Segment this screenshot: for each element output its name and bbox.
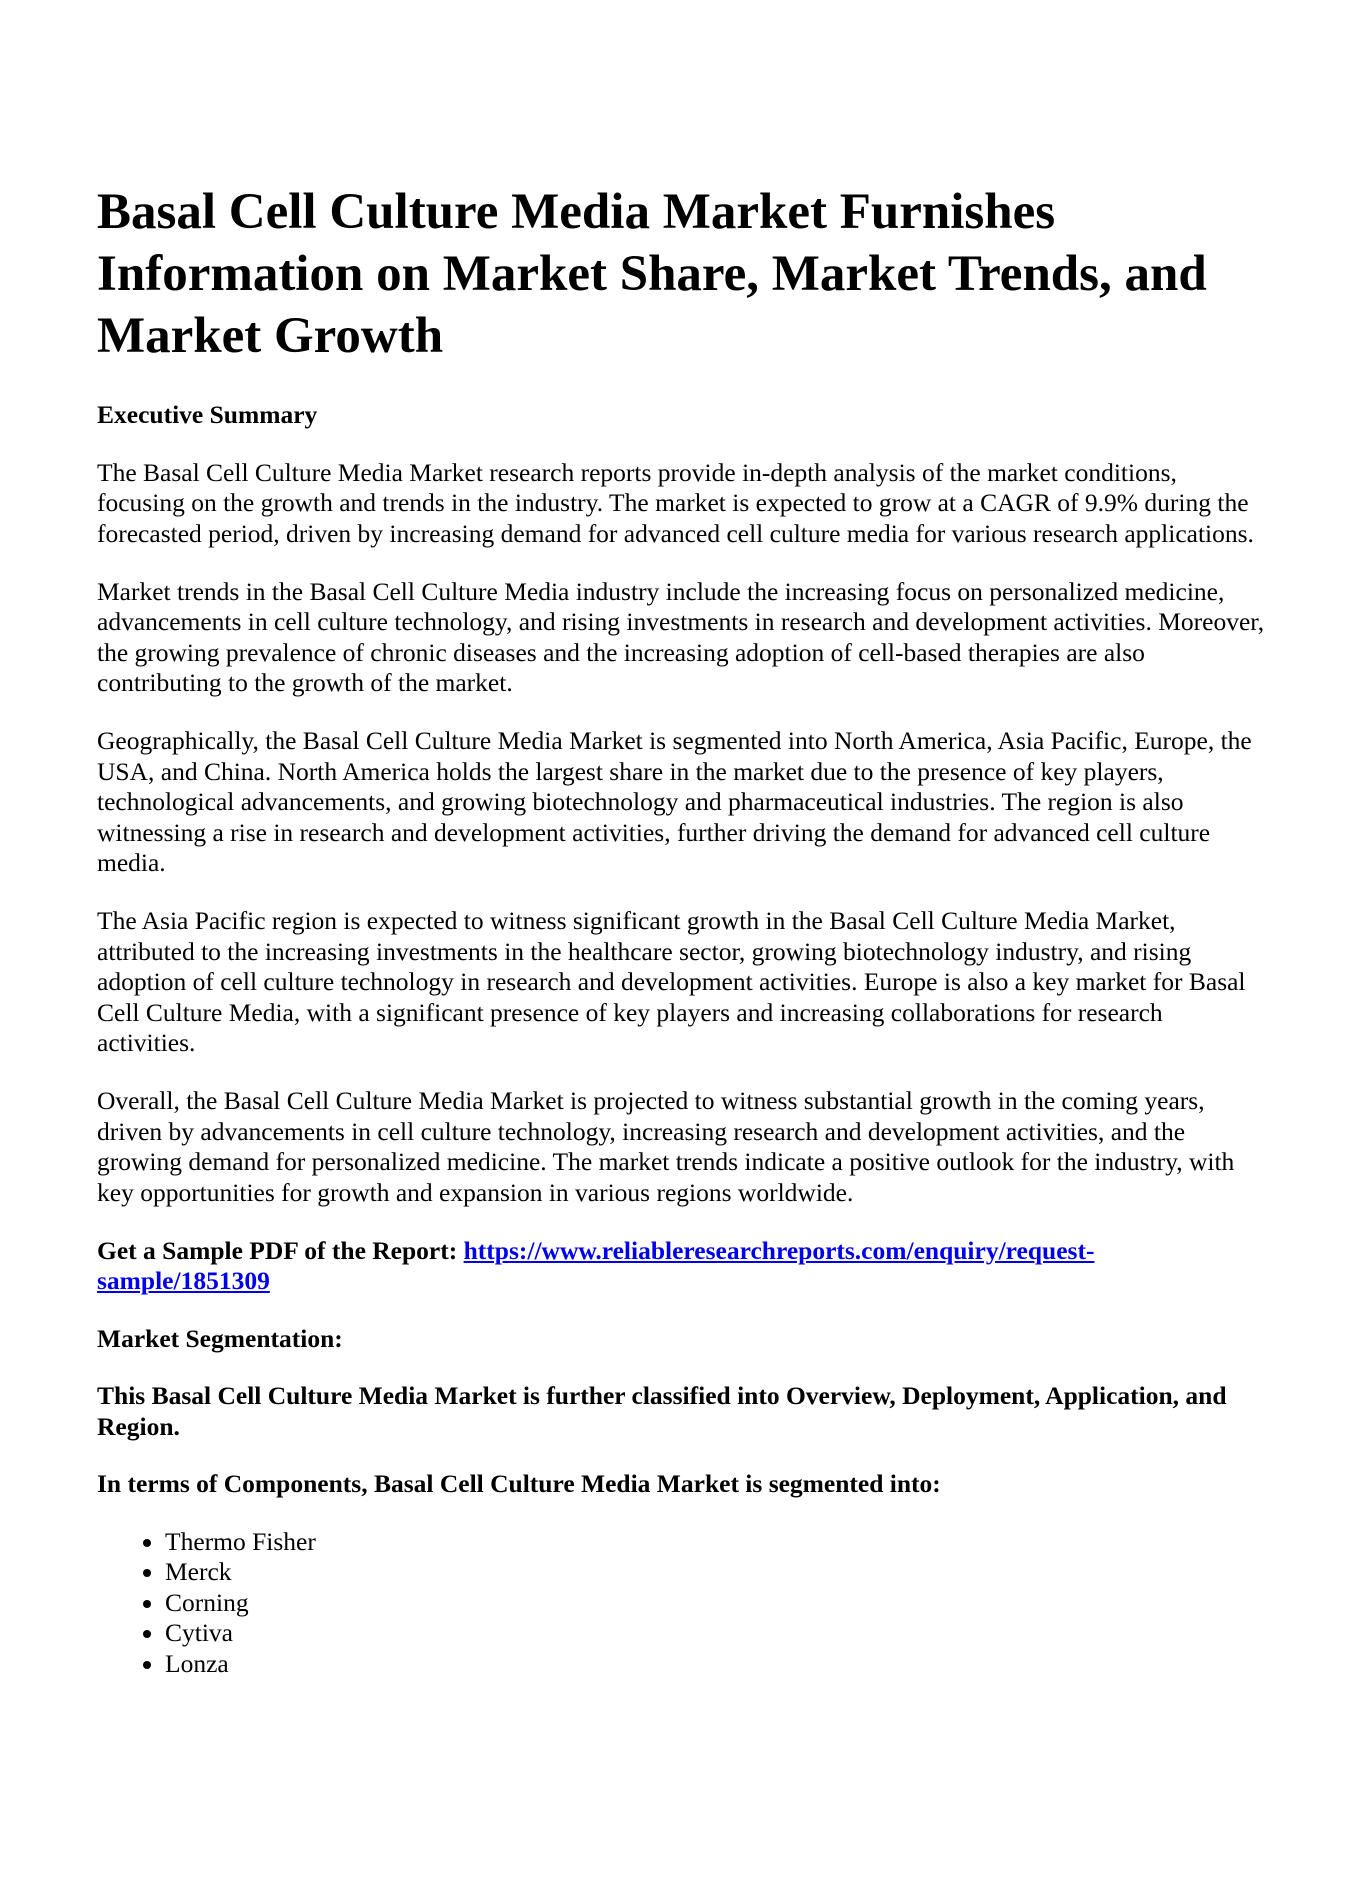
paragraph-geography: Geographically, the Basal Cell Culture Media Market is segmented into North America, Asia Pacific, Europe, the USA, and China. North America holds the largest share in the market due to the presence of key players, technological advancements, and growing biotechnology and pharmaceutical industries. The region is also witnessing a rise in research and development activities, further driving the demand for advanced cell culture media. — [97, 726, 1252, 877]
paragraph-asia-pacific: The Asia Pacific region is expected to witness significant growth in the Basal Cell Culture Media Market, attributed to the increasing investments in the healthcare sector, growing biotechnology industry, and rising adoption of cell culture technology in research and development activities. Europe is also a key market for Basal Cell Culture Media, with a significant presence of key players and increasing collaborations for research activities. — [97, 906, 1246, 1057]
list-item: • Merck — [165, 1557, 1267, 1588]
paragraph-trends: Market trends in the Basal Cell Culture Media industry include the increasing focus on personalized medicine, advancements in cell culture technology, and rising investments in research and development activities. Moreover, the growing prevalence of chronic diseases and the increasing adoption of cell-based therapies are also contributing to the growth of the market. — [97, 576, 1265, 697]
sample-pdf-line — [97, 1236, 1267, 1297]
paragraph-overall: Overall, the Basal Cell Culture Media Market is projected to witness substantial growth in the coming years, driven by advancements in cell culture technology, increasing research and development activities, and the growing demand for personalized medicine. The market trends indicate a positive outlook for the industry, with key opportunities for growth and expansion in various regions worldwide. — [97, 1086, 1235, 1207]
paragraph-intro: The Basal Cell Culture Media Market research reports provide in-depth analysis of the market conditions, focusing on the growth and trends in the industry. The market is expected to grow at a CAGR of 9.9% during the forecasted period, driven by increasing demand for advanced cell culture media for various research applications. — [97, 457, 1254, 548]
list-item: • Corning — [165, 1588, 1267, 1619]
list-item: • Cytiva — [165, 1618, 1267, 1649]
classification-text: This Basal Cell Culture Media Market is further classified into Overview, Deployment, Application, and Region. — [97, 1381, 1227, 1441]
list-item: • Lonza — [165, 1649, 1267, 1680]
sample-pdf-link[interactable]: https://www.reliableresearchreports.com/enquiry/request-sample/1851309 — [97, 1235, 1095, 1295]
page-title: Basal Cell Culture Media Market Furnishes Information on Market Share, Market Trends, and Market Growth — [97, 184, 1207, 364]
components-heading: In terms of Components, Basal Cell Culture Media Market is segmented into: — [97, 1469, 941, 1498]
executive-summary-heading: Executive Summary — [97, 400, 318, 429]
company-list — [97, 1527, 1267, 1680]
market-segmentation-heading: Market Segmentation: — [97, 1323, 343, 1353]
sample-pdf-label: Get a Sample PDF of the Report: — [97, 1235, 458, 1265]
list-item: • Thermo Fisher — [165, 1527, 1267, 1558]
